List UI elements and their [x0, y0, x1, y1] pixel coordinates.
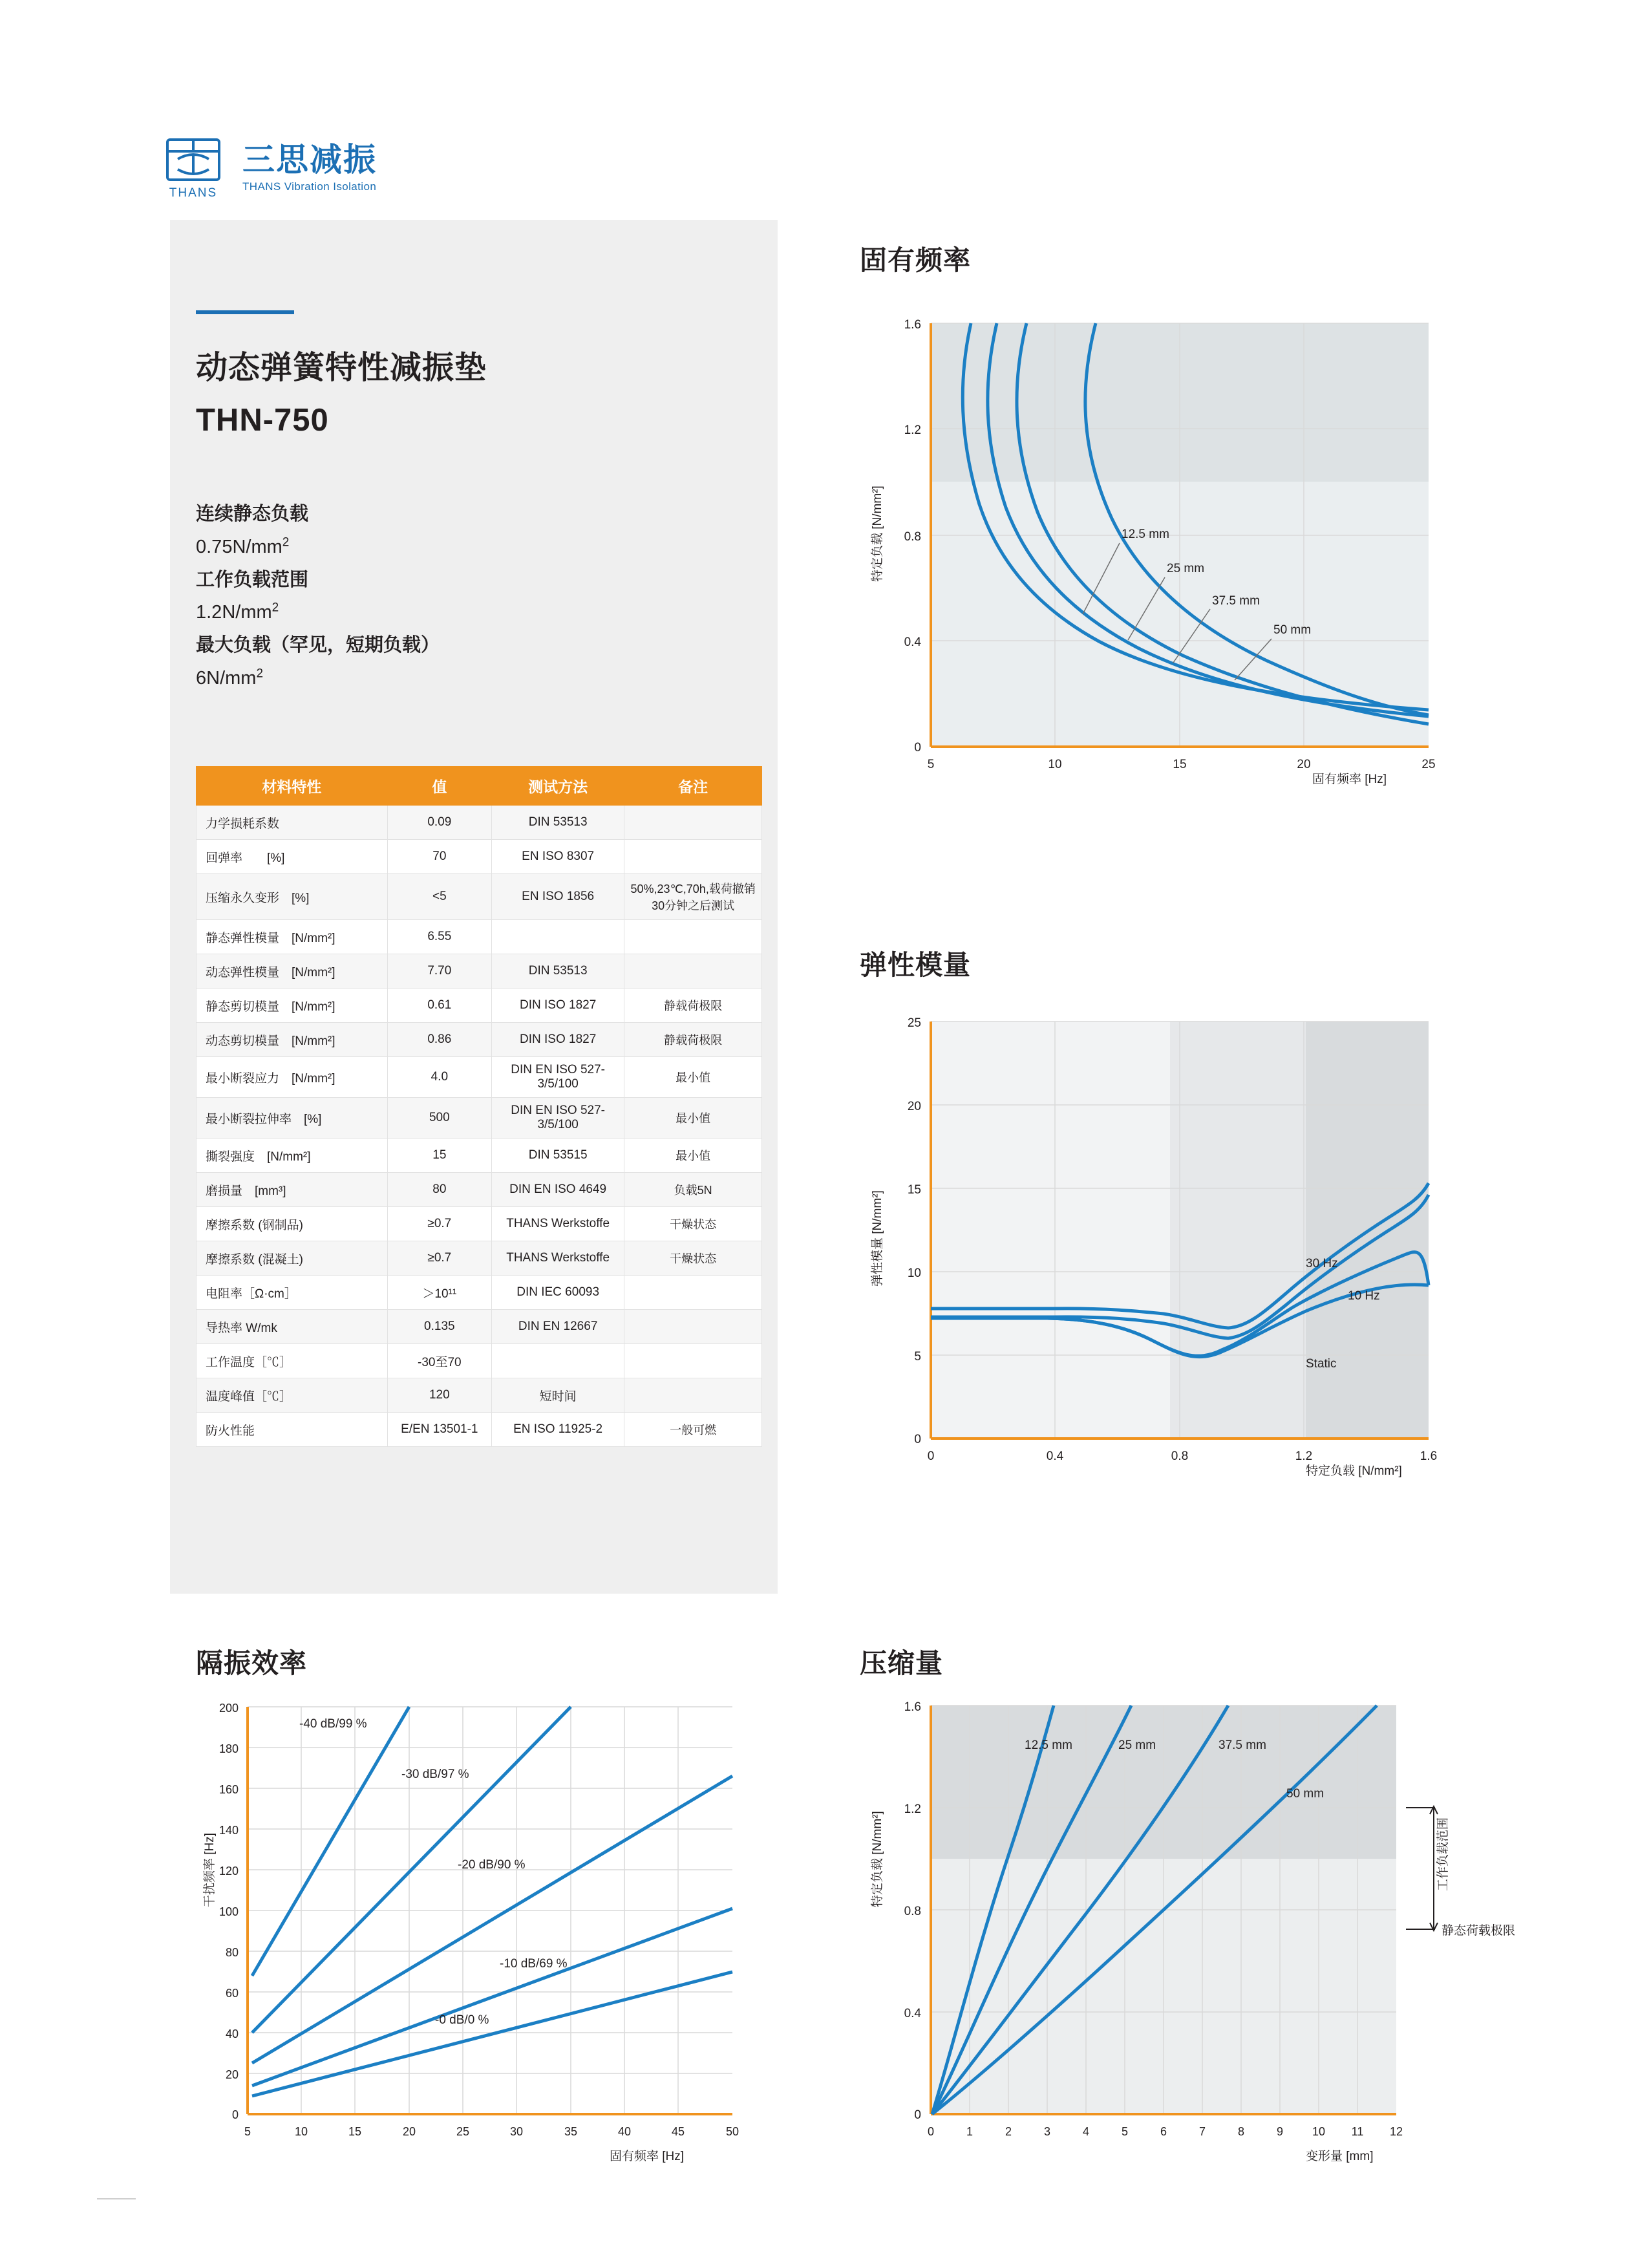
table-cell: THANS Werkstoffe [491, 1241, 624, 1276]
chart3-ytick-10: 200 [218, 1702, 239, 1715]
chart2-canvas [860, 1009, 1467, 1500]
table-cell: DIN 53513 [491, 954, 624, 989]
table-cell: 0.86 [387, 1023, 491, 1057]
chart2-annotation-2: Static [1306, 1357, 1337, 1371]
chart1-ytick-3: 1.2 [904, 423, 921, 437]
table-header-3: 备注 [624, 767, 762, 806]
logo-wordmark: THANS [169, 186, 218, 200]
table-cell: DIN EN ISO 527-3/5/100 [491, 1098, 624, 1139]
table-cell [491, 1344, 624, 1378]
chart1-ytick-4: 1.6 [904, 318, 921, 332]
chart3-xtick-3: 20 [402, 2125, 416, 2138]
table-cell: 0.61 [387, 989, 491, 1023]
brand-name-cn: 三思减振 [242, 141, 377, 178]
table-cell: 120 [387, 1378, 491, 1413]
chart1-xlabel: 固有频率 [Hz] [1312, 773, 1387, 786]
chart4-xtick-3: 3 [1043, 2125, 1051, 2138]
chart2-ytick-2: 10 [907, 1267, 921, 1280]
table-row [197, 1057, 762, 1098]
table-cell [624, 954, 762, 989]
table-cell: THANS Werkstoffe [491, 1207, 624, 1241]
chart3-xtick-0: 5 [244, 2125, 251, 2138]
chart3-ytick-9: 180 [218, 1742, 239, 1755]
table-cell: 撕裂强度 [N/mm²] [197, 1139, 388, 1173]
chart4-xtick-10: 10 [1312, 2125, 1326, 2138]
chart3-ytick-4: 80 [225, 1946, 239, 1959]
section-title-compression: 压缩量 [860, 1648, 944, 1678]
table-cell: 负载5N [624, 1173, 762, 1207]
table-cell: DIN EN 12667 [491, 1310, 624, 1344]
table-row [197, 1413, 762, 1447]
chart1-xtick-4: 25 [1421, 758, 1436, 771]
table-row [197, 1241, 762, 1276]
chart1-xtick-3: 20 [1297, 758, 1311, 771]
chart4-xtick-11: 11 [1351, 2125, 1364, 2138]
table-cell: 静载荷极限 [624, 1023, 762, 1057]
product-model: THN-750 [196, 403, 329, 438]
chart4-annotation-0: 12.5 mm [1025, 1738, 1072, 1752]
table-cell: ＞10¹¹ [387, 1276, 491, 1310]
table-row [197, 920, 762, 954]
table-cell: 静态弹性模量 [N/mm²] [197, 920, 388, 954]
table-cell: 导热率 W/mk [197, 1310, 388, 1344]
chart1-annotation-2: 37.5 mm [1212, 594, 1260, 608]
table-cell [624, 1378, 762, 1413]
table-row [197, 1378, 762, 1413]
chart4-annotation-1: 25 mm [1118, 1738, 1156, 1752]
chart1-ytick-0: 0 [914, 741, 921, 754]
table-row [197, 989, 762, 1023]
spec-label-1: 工作负载范围 [196, 569, 309, 590]
table-row [197, 1310, 762, 1344]
thans-logo-icon [158, 134, 228, 202]
chart3-ytick-0: 0 [231, 2108, 239, 2121]
chart1-xtick-0: 5 [927, 758, 935, 771]
table-cell [624, 840, 762, 874]
table-cell: DIN EN ISO 4649 [491, 1173, 624, 1207]
table-row [197, 1139, 762, 1173]
table-cell [624, 1344, 762, 1378]
chart3-xtick-2: 15 [348, 2125, 362, 2138]
table-cell: 一般可燃 [624, 1413, 762, 1447]
chart3-annotation-1: -30 dB/97 % [401, 1768, 469, 1781]
table-header-1: 值 [387, 767, 491, 806]
chart3-annotation-2: -20 dB/90 % [458, 1858, 526, 1872]
title-rule [196, 310, 294, 314]
chart4-ytick-2: 0.8 [904, 1905, 921, 1918]
chart3-xtick-4: 25 [456, 2125, 470, 2138]
spec-label-0: 连续静态负载 [196, 504, 309, 524]
table-cell: DIN ISO 1827 [491, 989, 624, 1023]
table-cell: 0.135 [387, 1310, 491, 1344]
table-row [197, 840, 762, 874]
chart1-xtick-1: 10 [1048, 758, 1062, 771]
table-cell: 7.70 [387, 954, 491, 989]
table-cell [624, 920, 762, 954]
table-cell [624, 806, 762, 840]
chart4-xtick-12: 12 [1389, 2125, 1403, 2138]
chart2-ytick-0: 0 [914, 1433, 921, 1446]
chart4-ytick-3: 1.2 [904, 1803, 921, 1816]
chart3-annotation-0: -40 dB/99 % [299, 1717, 367, 1731]
chart3-annotation-3: -10 dB/69 % [500, 1957, 568, 1971]
chart3-xtick-5: 30 [509, 2125, 524, 2138]
table-cell: 0.09 [387, 806, 491, 840]
table-cell: E/EN 13501-1 [387, 1413, 491, 1447]
table-cell: -30至70 [387, 1344, 491, 1378]
chart4-ylabel: 特定负载 [N/mm²] [871, 1811, 884, 1907]
chart3-annotation-4: -0 dB/0 % [435, 2013, 489, 2027]
table-cell: DIN ISO 1827 [491, 1023, 624, 1057]
chart2-xtick-0: 0 [927, 1450, 935, 1463]
section-title-elastic-modulus: 弹性模量 [860, 950, 972, 980]
chart4-annotation-5: 静态荷载极限 [1442, 1924, 1516, 1938]
table-row [197, 874, 762, 920]
table-cell: ≥0.7 [387, 1207, 491, 1241]
chart4-xtick-2: 2 [1005, 2125, 1012, 2138]
table-cell: 防火性能 [197, 1413, 388, 1447]
chart4-xtick-8: 8 [1237, 2125, 1245, 2138]
table-cell: 短时间 [491, 1378, 624, 1413]
table-header-2: 测试方法 [491, 767, 624, 806]
table-row [197, 1207, 762, 1241]
chart-isolation-efficiency [196, 1694, 778, 2185]
table-cell: EN ISO 11925-2 [491, 1413, 624, 1447]
section-title-natural-frequency: 固有频率 [860, 245, 972, 275]
chart2-xtick-1: 0.4 [1046, 1450, 1064, 1463]
table-cell: 温度峰值［℃］ [197, 1378, 388, 1413]
chart4-xtick-6: 6 [1160, 2125, 1167, 2138]
chart2-ylabel: 弹性模量 [N/mm²] [871, 1190, 884, 1287]
chart3-ytick-8: 160 [218, 1783, 239, 1796]
chart-compression [860, 1694, 1516, 2185]
table-cell: 力学损耗系数 [197, 806, 388, 840]
table-cell: 6.55 [387, 920, 491, 954]
table-row [197, 954, 762, 989]
section-title-isolation-efficiency: 隔振效率 [196, 1648, 308, 1678]
table-cell: 干燥状态 [624, 1207, 762, 1241]
chart3-xtick-8: 45 [671, 2125, 685, 2138]
chart2-annotation-1: 10 Hz [1348, 1289, 1380, 1303]
chart4-xtick-4: 4 [1082, 2125, 1090, 2138]
chart3-ytick-2: 40 [225, 2027, 239, 2040]
brand-logo [158, 134, 377, 202]
table-cell: DIN 53513 [491, 806, 624, 840]
table-cell: 磨损量 [mm³] [197, 1173, 388, 1207]
table-cell: 工作温度［℃］ [197, 1344, 388, 1378]
chart2-xtick-2: 0.8 [1171, 1450, 1189, 1463]
spec-label-2: 最大负载（罕见，短期负载） [196, 635, 440, 656]
chart1-annotation-3: 50 mm [1273, 623, 1312, 637]
chart1-canvas [860, 310, 1467, 815]
table-cell: 最小值 [624, 1139, 762, 1173]
chart3-xlabel: 固有频率 [Hz] [610, 2150, 685, 2163]
chart3-ytick-3: 60 [225, 1987, 239, 2000]
table-cell: 干燥状态 [624, 1241, 762, 1276]
table-cell: 最小断裂应力 [N/mm²] [197, 1057, 388, 1098]
spec-value-0: $0.75N/mm^2$ [196, 535, 290, 557]
chart-natural-frequency [860, 310, 1467, 815]
chart1-annotation-0: 12.5 mm [1122, 528, 1169, 541]
material-properties-table [196, 766, 762, 1447]
table-cell [624, 1276, 762, 1310]
chart2-xlabel: 特定负载 [N/mm²] [1306, 1464, 1402, 1478]
table-cell: 最小值 [624, 1057, 762, 1098]
table-cell: DIN 53515 [491, 1139, 624, 1173]
chart4-ytick-1: 0.4 [904, 2007, 921, 2020]
table-cell: 4.0 [387, 1057, 491, 1098]
table-cell: DIN EN ISO 527-3/5/100 [491, 1057, 624, 1098]
chart2-ytick-4: 20 [907, 1100, 921, 1113]
table-cell: 最小值 [624, 1098, 762, 1139]
spec-value-2: $6N/mm^2$ [196, 667, 264, 689]
chart3-ytick-7: 140 [218, 1824, 239, 1837]
table-cell: 电阻率［Ω·cm］ [197, 1276, 388, 1310]
table-cell: 最小断裂拉伸率 [%] [197, 1098, 388, 1139]
chart2-xtick-3: 1.2 [1295, 1450, 1313, 1463]
page-edge-mark [97, 2198, 136, 2199]
chart4-ytick-0: 0 [914, 2108, 921, 2122]
spec-value-1: $1.2N/mm^2$ [196, 601, 279, 623]
chart3-ytick-6: 120 [218, 1865, 239, 1878]
chart4-canvas [860, 1694, 1516, 2185]
chart3-xtick-1: 10 [294, 2125, 308, 2138]
chart4-annotation-4: 工作负载范围 [1436, 1817, 1450, 1891]
brand-name-en: THANS Vibration Isolation [242, 180, 377, 193]
chart1-annotation-1: 25 mm [1167, 562, 1205, 575]
table-cell: <5 [387, 874, 491, 920]
chart2-xtick-4: 1.6 [1420, 1450, 1438, 1463]
chart-elastic-modulus [860, 1009, 1467, 1500]
table-cell: 摩擦系数 (钢制品) [197, 1207, 388, 1241]
table-row [197, 1173, 762, 1207]
product-title: 动态弹簧特性减振垫 [196, 350, 487, 385]
table-cell: 50%,23℃,70h,载荷撤销30分钟之后测试 [624, 874, 762, 920]
table-header-row [197, 767, 762, 806]
chart4-annotation-2: 37.5 mm [1218, 1738, 1266, 1752]
chart2-ytick-1: 5 [914, 1350, 921, 1364]
chart3-ylabel: 干扰频率 [Hz] [203, 1832, 217, 1907]
table-cell: 回弹率 [%] [197, 840, 388, 874]
table-cell [491, 920, 624, 954]
table-cell: 静态剪切模量 [N/mm²] [197, 989, 388, 1023]
spec-list [196, 498, 648, 695]
chart3-ytick-1: 20 [225, 2068, 239, 2081]
table-row [197, 1344, 762, 1378]
chart4-ytick-4: 1.6 [904, 1700, 921, 1714]
table-cell: ≥0.7 [387, 1241, 491, 1276]
chart1-ytick-1: 0.4 [904, 636, 921, 649]
chart2-ytick-3: 15 [907, 1183, 921, 1197]
table-cell: EN ISO 1856 [491, 874, 624, 920]
table-header-0: 材料特性 [197, 767, 388, 806]
chart4-xlabel: 变形量 [mm] [1306, 2150, 1374, 2163]
chart2-annotation-0: 30 Hz [1306, 1257, 1338, 1270]
table-cell [624, 1310, 762, 1344]
table-cell: 静载荷极限 [624, 989, 762, 1023]
chart4-annotation-3: 50 mm [1286, 1787, 1325, 1801]
chart2-ytick-5: 25 [907, 1016, 921, 1030]
chart3-ytick-5: 100 [218, 1905, 239, 1918]
chart4-xtick-0: 0 [927, 2125, 935, 2138]
chart4-xtick-1: 1 [966, 2125, 973, 2138]
table-cell: 压缩永久变形 [%] [197, 874, 388, 920]
chart4-xtick-7: 7 [1198, 2125, 1206, 2138]
chart1-ytick-2: 0.8 [904, 530, 921, 544]
table-row [197, 806, 762, 840]
table-row [197, 1023, 762, 1057]
chart3-xtick-7: 40 [617, 2125, 632, 2138]
table-cell: 15 [387, 1139, 491, 1173]
table-cell: 80 [387, 1173, 491, 1207]
table-cell: DIN IEC 60093 [491, 1276, 624, 1310]
table-row [197, 1098, 762, 1139]
chart4-xtick-9: 9 [1276, 2125, 1284, 2138]
table-row [197, 1276, 762, 1310]
table-cell: 70 [387, 840, 491, 874]
table-cell: 500 [387, 1098, 491, 1139]
table-cell: 动态剪切模量 [N/mm²] [197, 1023, 388, 1057]
chart3-xtick-6: 35 [564, 2125, 578, 2138]
chart4-xtick-5: 5 [1121, 2125, 1129, 2138]
chart1-xtick-2: 15 [1173, 758, 1187, 771]
chart1-ylabel: 特定负载 [N/mm²] [871, 486, 884, 582]
table-cell: EN ISO 8307 [491, 840, 624, 874]
table-cell: 动态弹性模量 [N/mm²] [197, 954, 388, 989]
chart3-xtick-9: 50 [725, 2125, 739, 2138]
chart3-canvas [196, 1694, 778, 2185]
table-cell: 摩擦系数 (混凝土) [197, 1241, 388, 1276]
